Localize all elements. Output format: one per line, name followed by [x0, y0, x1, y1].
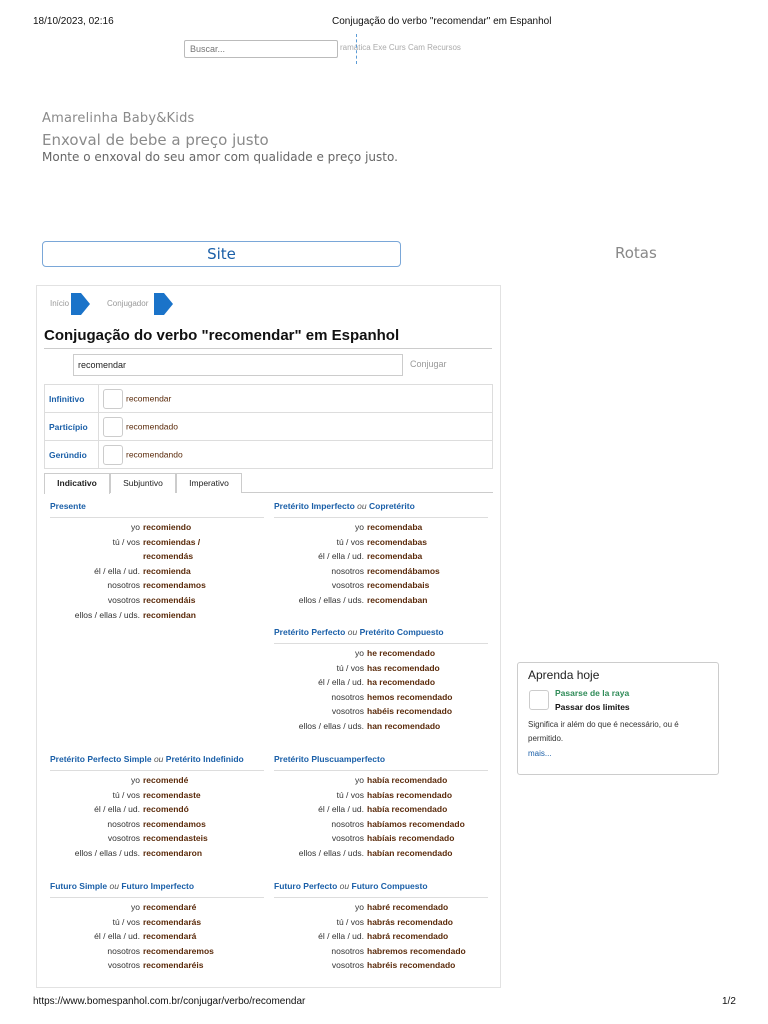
form-row [45, 385, 493, 413]
form-label: Gerúndio [45, 441, 99, 469]
audio-checkbox[interactable] [103, 389, 123, 409]
verb-form: recomendé [143, 775, 189, 785]
conjugation-row [50, 566, 264, 580]
conjugation-card [36, 285, 501, 988]
form-row [45, 413, 493, 441]
form-value: recomendar [126, 392, 172, 403]
pronoun: nosotros [331, 691, 364, 702]
title-divider [44, 348, 492, 349]
pronoun: vosotros [331, 833, 364, 844]
verb-form: recomendarás [143, 916, 202, 927]
verb-form: recomendaban [367, 595, 428, 605]
verb-form: recomendaremos [143, 945, 214, 956]
conjugation-row [50, 946, 264, 960]
pronoun: vosotros [331, 706, 364, 717]
verb-form: recomendaré [143, 902, 197, 912]
conjugation-row [50, 848, 264, 862]
conjugation-row [50, 595, 264, 609]
verb-form: recomendabas [367, 536, 427, 547]
verb-form: recomendábamos [367, 565, 440, 576]
verb-form: habéis recomendado [367, 706, 453, 717]
page-title: Conjugação do verbo "recomendar" em Espanhol [44, 327, 400, 344]
conjugation-row [274, 537, 488, 551]
verb-input[interactable] [73, 354, 403, 376]
pronoun: vosotros [331, 580, 364, 591]
pronoun: tú / vos [112, 916, 140, 927]
verb-form: ha recomendado [367, 677, 436, 688]
pronoun: nosotros [331, 818, 364, 829]
tense-title-futuro-perfecto [274, 881, 428, 891]
breadcrumb-arrow-icon [81, 293, 90, 315]
conjugation-row [50, 819, 264, 833]
conjugation-row [274, 648, 488, 662]
conjugation-row [50, 960, 264, 974]
verb-form: hemos recomendado [367, 691, 453, 702]
tense-title-imperfecto [274, 501, 415, 511]
tense-divider [50, 897, 264, 898]
conjugation-row [274, 917, 488, 931]
tense-title-presente: Presente [50, 501, 86, 511]
pronoun: nosotros [331, 945, 364, 956]
tense-title-part: Futuro Compuesto [351, 881, 428, 891]
tab-subjuntivo[interactable]: Subjuntivo [110, 473, 176, 493]
verb-form: recomendáis [143, 595, 196, 605]
form-label: Infinitivo [45, 385, 99, 413]
breadcrumb-home[interactable]: Início [50, 299, 70, 308]
conjugation-row [50, 917, 264, 931]
conjugation-row [274, 946, 488, 960]
tense-title-part: Pretérito Perfecto [274, 627, 346, 637]
conjugation-row [274, 663, 488, 677]
conjugation-row [274, 677, 488, 691]
pronoun: él / ella / ud. [94, 804, 140, 815]
ad-title[interactable]: Enxoval de bebe a preço justo [42, 131, 269, 149]
pronoun: yo [355, 902, 364, 912]
conjugation-row [50, 902, 264, 916]
tense-title-part: Pretérito Perfecto Simple [50, 754, 152, 764]
verb-form: han recomendado [367, 721, 441, 731]
learn-today-box [517, 662, 719, 775]
tense-divider [274, 517, 488, 518]
pronoun: yo [131, 775, 140, 785]
verb-form: recomendará [143, 931, 197, 942]
audio-checkbox[interactable] [103, 417, 123, 437]
verb-form: habíamos recomendado [367, 818, 465, 829]
conjugation-row [50, 833, 264, 847]
tense-title-futuro [50, 881, 194, 891]
pronoun: yo [355, 648, 364, 658]
tense-title-part: Pretérito Indefinido [165, 754, 244, 764]
ad-description: Monte o enxoval do seu amor com qualidade e preço justo. [42, 150, 398, 164]
verb-form: recomiendan [143, 609, 196, 620]
conjugation-row [50, 580, 264, 594]
verb-form: habías recomendado [367, 789, 453, 800]
tense-divider [50, 517, 264, 518]
print-datetime: 18/10/2023, 02:16 [33, 16, 114, 27]
verb-form: recomendó [143, 804, 189, 815]
learn-today-more-link[interactable]: mais... [528, 749, 552, 758]
pronoun: vosotros [107, 833, 140, 844]
pronoun: nosotros [107, 580, 140, 591]
conjugation-row [274, 721, 488, 735]
tense-title-perfecto [274, 627, 444, 637]
pronoun: tú / vos [336, 789, 364, 800]
pronoun: tú / vos [112, 536, 140, 547]
verb-form: recomienda [143, 565, 191, 576]
conjugation-row [274, 775, 488, 789]
tense-title-part: Futuro Perfecto [274, 881, 338, 891]
nav-faded-links[interactable]: ramática Exe Curs Cam Recursos [340, 43, 461, 52]
pronoun: tú / vos [336, 916, 364, 927]
conjugation-row [274, 902, 488, 916]
pronoun: yo [355, 775, 364, 785]
verb-form: habrá recomendado [367, 931, 449, 942]
tense-divider [274, 897, 488, 898]
ad-brand[interactable]: Amarelinha Baby&Kids [42, 111, 195, 126]
conjugation-row [274, 960, 488, 974]
tense-title-part: Copretérito [369, 501, 415, 511]
conjugation-row [274, 848, 488, 862]
ad-rotas-button[interactable]: Rotas [615, 244, 657, 262]
audio-checkbox[interactable] [529, 690, 549, 710]
verb-form: has recomendado [367, 662, 440, 673]
tense-title-or: ou [347, 627, 358, 637]
tense-title-part: Futuro Simple [50, 881, 108, 891]
conjugation-row [274, 833, 488, 847]
verb-form: recomendaréis [143, 960, 204, 971]
mood-tabs [44, 473, 493, 493]
conjugation-row [50, 551, 264, 565]
verb-form: habrás recomendado [367, 916, 453, 927]
pronoun: él / ella / ud. [318, 931, 364, 942]
pronoun: tú / vos [112, 789, 140, 800]
pronoun: nosotros [107, 945, 140, 956]
tab-imperativo[interactable]: Imperativo [176, 473, 242, 493]
pronoun: ellos / ellas / uds. [74, 609, 140, 620]
ad-site-button[interactable]: Site [42, 241, 401, 267]
tense-title-part: Futuro Imperfecto [121, 881, 195, 891]
search-input[interactable] [184, 40, 338, 58]
pronoun: yo [131, 522, 140, 532]
conjugation-row [50, 522, 264, 536]
conjugation-row [50, 610, 264, 624]
pronoun: ellos / ellas / uds. [298, 848, 364, 858]
form-row [45, 441, 493, 469]
verb-form: recomendasteis [143, 833, 208, 844]
pronoun: vosotros [107, 960, 140, 971]
verb-form: recomendamos [143, 580, 206, 591]
verb-form: recomendabais [367, 580, 430, 591]
learn-today-expression[interactable]: Pasarse de la raya [555, 688, 630, 698]
tab-indicativo[interactable]: Indicativo [44, 473, 110, 494]
verb-form: recomendaba [367, 551, 423, 562]
tense-divider [274, 643, 488, 644]
conjugation-row [50, 790, 264, 804]
tense-divider [274, 770, 488, 771]
learn-today-translation: Passar dos limites [555, 702, 630, 712]
tense-divider [50, 770, 264, 771]
form-value: recomendado [126, 420, 178, 431]
tense-title-part: Pretérito Imperfecto [274, 501, 355, 511]
pronoun: ellos / ellas / uds. [298, 595, 364, 605]
verb-form: recomendaron [143, 848, 203, 858]
verb-form: recomendaba [367, 522, 423, 532]
verb-form: habremos recomendado [367, 945, 466, 956]
print-doc-title: Conjugação do verbo "recomendar" em Espanhol [332, 16, 552, 27]
verb-form: había recomendado [367, 775, 448, 785]
verb-form: habían recomendado [367, 848, 453, 858]
tense-title-part: Pretérito Compuesto [359, 627, 444, 637]
pronoun: yo [355, 522, 364, 532]
conjugation-row [50, 931, 264, 945]
verb-form: recomendaste [143, 789, 201, 800]
print-page-number: 1/2 [722, 996, 736, 1007]
verb-form: recomendás [143, 551, 194, 562]
learn-today-title: Aprenda hoje [528, 668, 600, 682]
pronoun: él / ella / ud. [318, 551, 364, 562]
pronoun: yo [131, 902, 140, 912]
breadcrumb-arrow-icon [164, 293, 173, 315]
conjugation-row [274, 580, 488, 594]
conjugation-row [274, 566, 488, 580]
verb-form: recomiendo [143, 522, 192, 532]
nav-divider [356, 34, 357, 64]
breadcrumb-chevron-icon [71, 293, 81, 315]
verb-form: he recomendado [367, 648, 436, 658]
verb-form: había recomendado [367, 804, 448, 815]
tense-title-or: ou [357, 501, 367, 511]
pronoun: vosotros [331, 960, 364, 971]
verb-form: habíais recomendado [367, 833, 455, 844]
form-label: Particípio [45, 413, 99, 441]
pronoun: él / ella / ud. [318, 677, 364, 688]
pronoun: tú / vos [336, 662, 364, 673]
conjugate-button[interactable]: Conjugar [410, 359, 447, 369]
conjugation-row [274, 692, 488, 706]
pronoun: ellos / ellas / uds. [74, 848, 140, 858]
verb-form: habré recomendado [367, 902, 449, 912]
print-url: https://www.bomespanhol.com.br/conjugar/verbo/recomendar [33, 996, 306, 1007]
audio-checkbox[interactable] [103, 445, 123, 465]
breadcrumb-chevron-icon [154, 293, 164, 315]
conjugation-row [274, 706, 488, 720]
breadcrumb-conjugador[interactable]: Conjugador [107, 299, 149, 308]
pronoun: él / ella / ud. [318, 804, 364, 815]
tense-title-indefinido [50, 754, 244, 764]
conjugation-row [274, 819, 488, 833]
conjugation-row [50, 775, 264, 789]
conjugation-row [274, 790, 488, 804]
pronoun: él / ella / ud. [94, 931, 140, 942]
verb-forms-table [44, 384, 493, 469]
pronoun: nosotros [107, 818, 140, 829]
tense-title-or: ou [109, 881, 119, 891]
pronoun: tú / vos [336, 536, 364, 547]
conjugation-row [274, 522, 488, 536]
conjugation-row [274, 931, 488, 945]
verb-form: recomendamos [143, 818, 206, 829]
conjugation-row [274, 804, 488, 818]
pronoun: ellos / ellas / uds. [298, 721, 364, 731]
conjugation-row [50, 804, 264, 818]
pronoun: vosotros [107, 595, 140, 605]
form-value: recomendando [126, 448, 183, 459]
conjugation-row [274, 551, 488, 565]
conjugation-row [50, 537, 264, 551]
pronoun: él / ella / ud. [94, 565, 140, 576]
tense-title-pluscuamperfecto: Pretérito Pluscuamperfecto [274, 754, 386, 764]
verb-form: habréis recomendado [367, 960, 456, 971]
pronoun: nosotros [331, 565, 364, 576]
tense-title-or: ou [339, 881, 350, 891]
verb-form: recomiendas / [143, 536, 201, 547]
tense-title-or: ou [153, 754, 164, 764]
learn-today-description: Significa ir além do que é necessário, ou é permitido. [528, 720, 679, 743]
conjugation-row [274, 595, 488, 609]
